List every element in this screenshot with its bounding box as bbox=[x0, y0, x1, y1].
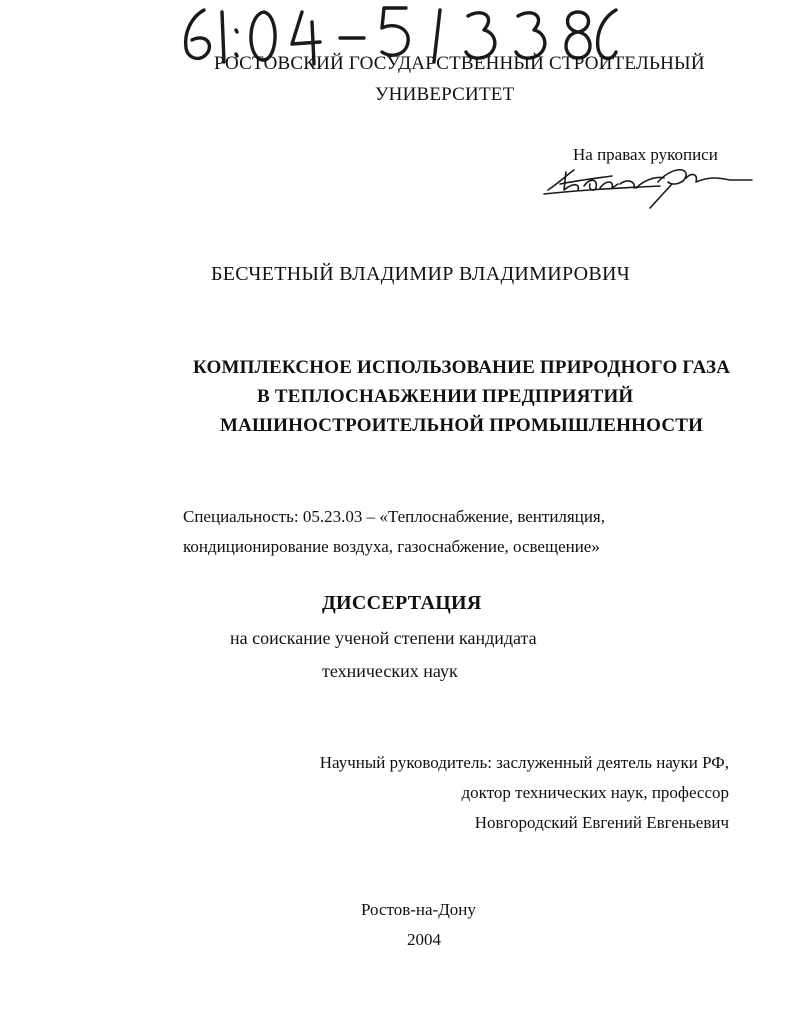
specialty-line1: Специальность: 05.23.03 – «Теплоснабжение, вентиляция, bbox=[183, 507, 606, 526]
thesis-title-line2: В ТЕПЛОСНАБЖЕНИИ ПРЕДПРИЯТИЙ bbox=[257, 386, 634, 407]
city: Ростов-на-Дону bbox=[361, 900, 476, 919]
handwritten-signature bbox=[540, 160, 755, 212]
university-name-line1: РОСТОВСКИЙ ГОСУДАРСТВЕННЫЙ СТРОИТЕЛЬНЫЙ bbox=[214, 53, 705, 74]
dissertation-label: ДИССЕРТАЦИЯ bbox=[322, 592, 482, 614]
supervisor-name: Новгородский Евгений Евгеньевич bbox=[474, 813, 729, 832]
supervisor-line2: доктор технических наук, профессор bbox=[461, 783, 729, 802]
degree-line2: технических наук bbox=[322, 661, 458, 681]
university-name-line2: УНИВЕРСИТЕТ bbox=[375, 84, 515, 105]
thesis-title-line1: КОМПЛЕКСНОЕ ИСПОЛЬЗОВАНИЕ ПРИРОДНОГО ГАЗА bbox=[193, 357, 731, 378]
thesis-title-line3: МАШИНОСТРОИТЕЛЬНОЙ ПРОМЫШЛЕННОСТИ bbox=[220, 415, 704, 436]
author-name: БЕСЧЕТНЫЙ ВЛАДИМИР ВЛАДИМИРОВИЧ bbox=[210, 263, 631, 285]
supervisor-line1: Научный руководитель: заслуженный деятель науки РФ, bbox=[319, 753, 729, 772]
year: 2004 bbox=[407, 930, 441, 949]
manuscript-rights-label: На правах рукописи bbox=[573, 145, 718, 164]
specialty-line2: кондиционирование воздуха, газоснабжение, освещение» bbox=[183, 537, 600, 556]
degree-line1: на соискание ученой степени кандидата bbox=[230, 628, 537, 648]
